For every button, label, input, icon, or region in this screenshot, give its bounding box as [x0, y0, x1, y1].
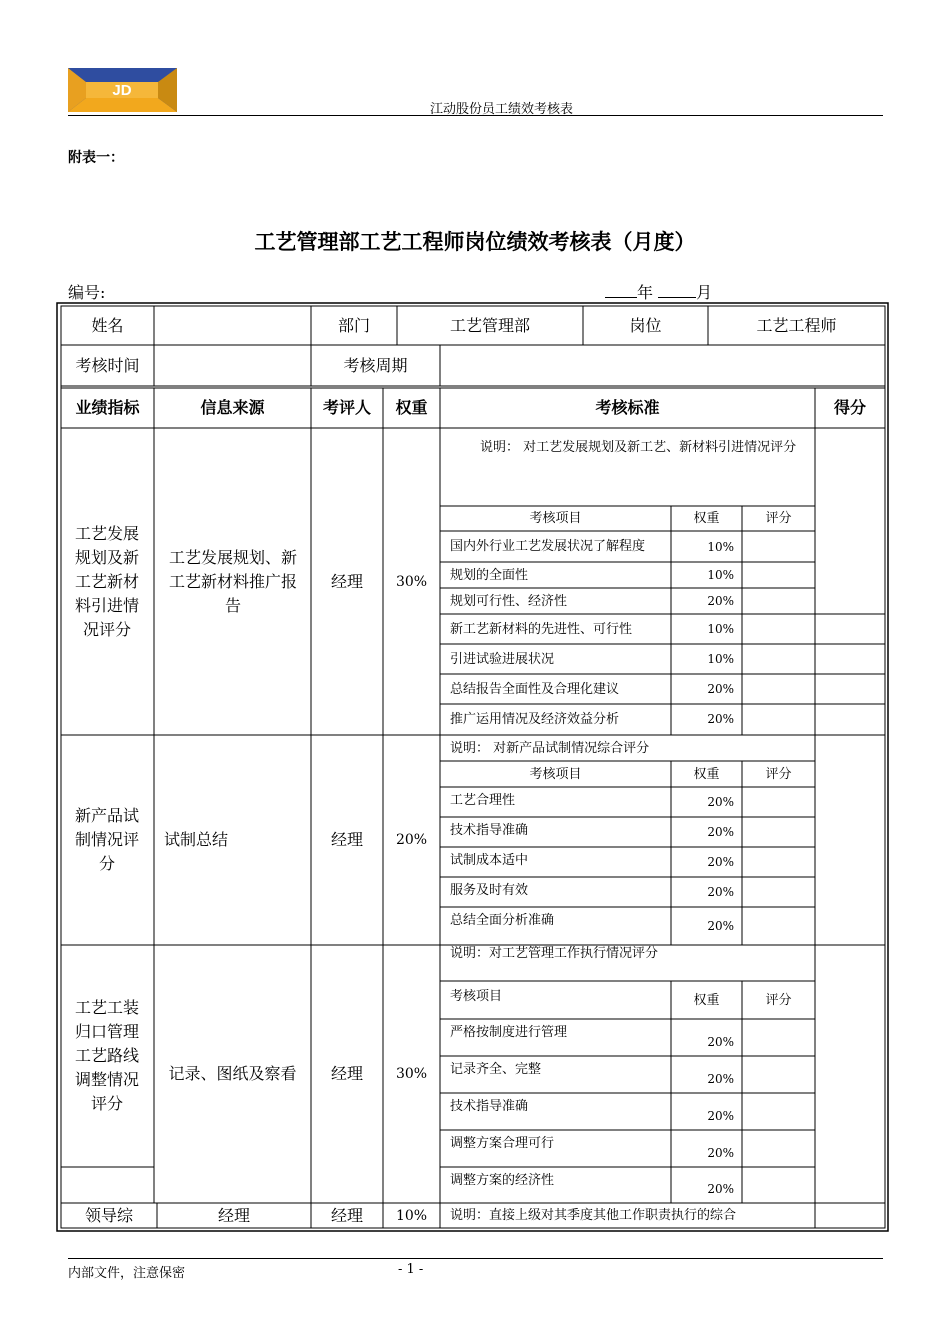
item-name: 调整方案的经济性 [450, 1172, 555, 1188]
weight-1: 30% [395, 573, 428, 590]
item-name: 引进试验进展状况 [450, 651, 555, 667]
item-weight: 20% [707, 885, 734, 899]
col-header-source: 信息来源 [200, 398, 265, 417]
desc-1: 说明： 对工艺发展规划及新工艺、新材料引进情况评分 [480, 440, 797, 455]
item-name: 总结全面分析准确 [450, 913, 555, 928]
item-weight: 10% [707, 622, 734, 636]
item-name: 新工艺新材料的先进性、可行性 [450, 621, 633, 637]
item-weight: 20% [707, 682, 734, 696]
indicator-1: 工艺发展规划及新工艺新材料引进情况评分 [74, 523, 139, 639]
footer-confidential: 内部文件，注意保密 [68, 1266, 186, 1281]
sub-header-weight-3: 权重 [693, 992, 720, 1008]
source-3: 记录、图纸及察看 [168, 1064, 297, 1083]
item-name: 严格按制度进行管理 [450, 1024, 568, 1040]
item-name: 技术指导准确 [450, 823, 529, 838]
item-weight: 20% [707, 825, 734, 839]
evaluator-4: 经理 [330, 1205, 363, 1225]
dept-label: 部门 [337, 315, 370, 335]
weight-3: 30% [395, 1066, 428, 1082]
item-weight: 20% [707, 1182, 734, 1196]
item-weight: 20% [707, 919, 734, 933]
post-value: 工艺工程师 [756, 315, 837, 335]
item-weight: 20% [707, 1145, 734, 1160]
sub-header-weight-2: 权重 [693, 766, 720, 782]
evaluator-1: 经理 [330, 571, 363, 591]
year-label: 年 [637, 283, 654, 302]
evaluator-2: 经理 [330, 830, 363, 849]
weight-4: 10% [395, 1207, 428, 1224]
dept-value: 工艺管理部 [449, 315, 530, 335]
post-label: 岗位 [629, 315, 662, 335]
logo-text: JD [112, 82, 132, 99]
item-name: 工艺合理性 [450, 793, 516, 808]
source-2: 试制总结 [164, 830, 229, 849]
footer-divider [68, 1258, 883, 1259]
desc-2: 说明： 对新产品试制情况综合评分 [450, 740, 650, 756]
item-weight: 20% [707, 855, 734, 869]
indicator-2: 新产品试制情况评分 [74, 806, 139, 873]
item-weight: 20% [707, 795, 734, 809]
name-label: 姓名 [91, 315, 124, 335]
weight-2: 20% [395, 832, 428, 848]
sub-header-score-1: 评分 [765, 511, 792, 526]
col-header-weight: 权重 [395, 398, 428, 417]
indicator-4: 领导综 [84, 1205, 133, 1225]
serial-number-label: 编号: [68, 283, 106, 302]
item-name: 推广运用情况及经济效益分析 [450, 711, 620, 727]
item-weight: 20% [707, 1108, 734, 1123]
sub-header-score-2: 评分 [765, 766, 792, 782]
desc-3: 说明：对工艺管理工作执行情况评分 [450, 945, 659, 961]
item-name: 服务及时有效 [450, 883, 529, 898]
item-weight: 20% [707, 1034, 734, 1049]
item-name: 国内外行业工艺发展状况了解程度 [450, 539, 646, 554]
attachment-label: 附表一： [68, 150, 124, 166]
header-title: 江动股份员工绩效考核表 [430, 102, 574, 117]
sub-header-item-1: 考核项目 [529, 511, 582, 526]
period-field[interactable] [440, 345, 885, 386]
item-name: 技术指导准确 [450, 1098, 529, 1114]
page-title: 工艺管理部工艺工程师岗位绩效考核表（月度） [254, 229, 696, 254]
item-name: 规划可行性、经济性 [450, 593, 568, 609]
item-name: 总结报告全面性及合理化建议 [450, 681, 620, 697]
item-weight: 10% [707, 568, 734, 582]
sub-header-item-3: 考核项目 [450, 988, 503, 1004]
sub-header-score-3: 评分 [765, 992, 792, 1008]
item-name: 调整方案合理可行 [450, 1135, 555, 1151]
col-header-evaluator: 考评人 [322, 398, 371, 417]
item-name: 试制成本适中 [450, 853, 529, 868]
item-name: 记录齐全、完整 [450, 1061, 542, 1077]
desc-4: 说明：直接上级对其季度其他工作职责执行的综合 [450, 1208, 737, 1223]
item-weight: 10% [707, 652, 734, 666]
evaluator-3: 经理 [330, 1064, 363, 1083]
time-field[interactable] [154, 345, 311, 386]
sub-header-weight-1: 权重 [693, 511, 720, 526]
source-4: 经理 [217, 1205, 250, 1225]
source-1: 工艺发展规划、新工艺新材料推广报告 [168, 547, 297, 615]
col-header-indicator: 业绩指标 [75, 398, 140, 417]
time-label: 考核时间 [75, 355, 140, 375]
name-field[interactable] [154, 306, 311, 345]
item-weight: 20% [707, 594, 734, 608]
item-weight: 20% [707, 712, 734, 726]
col-header-standard: 考核标准 [595, 398, 660, 417]
item-name: 规划的全面性 [450, 567, 529, 583]
sub-header-item-2: 考核项目 [529, 766, 582, 782]
indicator-3: 工艺工装归口管理工艺路线调整情况评分 [74, 998, 139, 1113]
period-label: 考核周期 [343, 355, 408, 375]
item-weight: 10% [707, 539, 734, 554]
col-header-score: 得分 [833, 398, 866, 417]
item-weight: 20% [707, 1071, 734, 1086]
page-number: - 1 - [398, 1262, 424, 1277]
month-label: 月 [696, 283, 713, 302]
